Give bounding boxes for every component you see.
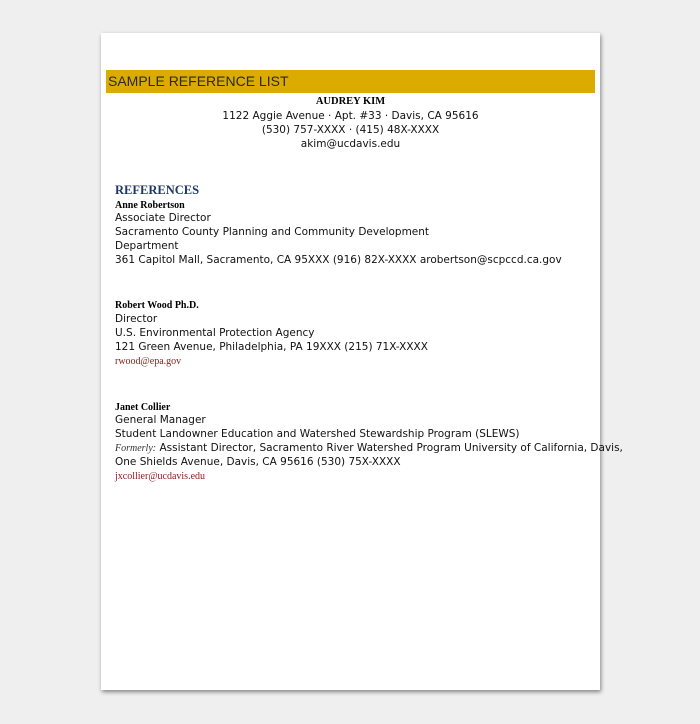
- reference-email: rwood@epa.gov: [115, 356, 182, 367]
- reference-name: Robert Wood Ph.D.: [115, 300, 199, 311]
- reference-email: jxcollier@ucdavis.edu: [115, 471, 206, 482]
- applicant-phones: (530) 757-XXXX · (415) 48X-XXXX: [261, 124, 440, 136]
- reference-contact: 361 Capitol Mall, Sacramento, CA 95XXX (916) 82X-XXXX arobertson@scpccd.ca.gov: [115, 254, 562, 266]
- reference-organization: Sacramento County Planning and Community Development: [115, 226, 430, 238]
- reference-organization: Student Landowner Education and Watershed Stewardship Program (SLEWS): [115, 428, 520, 440]
- reference-organization-cont: Department: [115, 240, 179, 252]
- formerly-text: Assistant Director, Sacramento River Watershed Program University of California, Davis,: [159, 442, 623, 454]
- applicant-email: akim@ucdavis.edu: [300, 138, 401, 150]
- applicant-name: AUDREY KIM: [315, 96, 386, 107]
- reference-contact: One Shields Avenue, Davis, CA 95616 (530) 75X-XXXX: [115, 456, 401, 468]
- reference-name: Anne Robertson: [115, 200, 185, 211]
- reference-title: Director: [115, 313, 158, 325]
- reference-contact: 121 Green Avenue, Philadelphia, PA 19XXX (215) 71X-XXXX: [115, 341, 428, 353]
- reference-title: Associate Director: [115, 212, 211, 224]
- references-heading: REFERENCES: [115, 183, 200, 197]
- reference-title: General Manager: [115, 414, 206, 426]
- reference-former-role: [115, 442, 623, 454]
- reference-name: Janet Collier: [115, 402, 171, 413]
- applicant-address: 1122 Aggie Avenue · Apt. #33 · Davis, CA 95616: [222, 110, 479, 122]
- title-banner: [106, 70, 595, 93]
- document-page: [101, 33, 623, 690]
- formerly-label: Formerly:: [115, 443, 157, 454]
- reference-organization: U.S. Environmental Protection Agency: [115, 327, 315, 339]
- banner-title: SAMPLE REFERENCE LIST: [108, 73, 289, 89]
